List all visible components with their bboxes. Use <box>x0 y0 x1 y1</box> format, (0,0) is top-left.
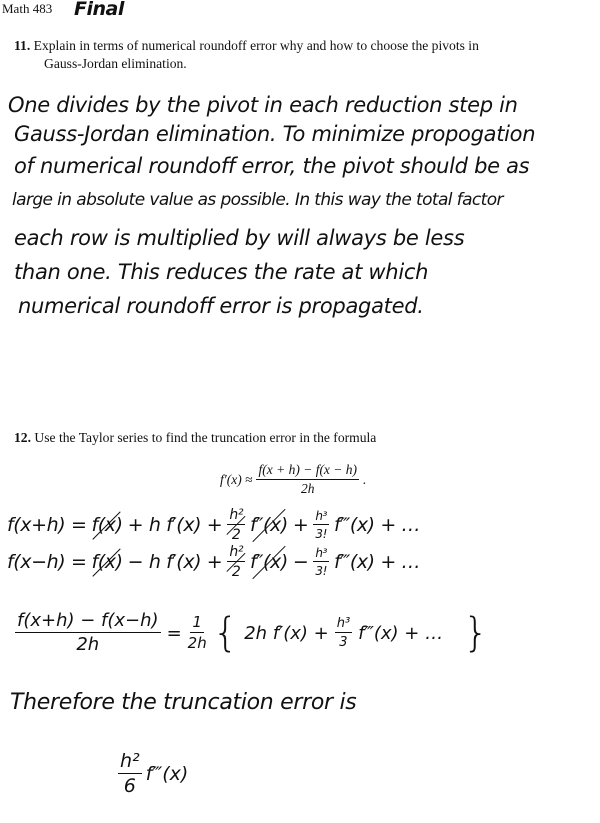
question-text-line1: Explain in terms of numerical roundoff error why and how to choose the pivots in <box>33 38 479 53</box>
conclusion-text: Therefore the truncation error is <box>10 690 357 715</box>
question-11-prompt <box>14 37 479 73</box>
second-order-coefficient <box>227 508 245 542</box>
open-brace: { <box>212 610 239 656</box>
exam-label-handwritten: Final <box>74 0 124 20</box>
coef-numerator: h³ <box>315 509 328 523</box>
coef-denominator: 3! <box>315 564 328 578</box>
expansion-lhs: f(x+h) = <box>7 514 87 536</box>
question-number: 11. <box>14 38 31 53</box>
formula-denominator: 2h <box>301 481 315 496</box>
coef-denominator: 3 <box>339 635 348 650</box>
taylor-expansion-minus <box>7 545 420 579</box>
formula-period: . <box>363 471 367 487</box>
third-derivative-term: f‴(x) + … <box>334 514 421 536</box>
third-order-coefficient <box>335 617 352 649</box>
second-derivative-term: f″(x) <box>250 551 288 573</box>
formula-lhs: f′(x) ≈ <box>220 471 253 487</box>
result-coefficient <box>118 752 142 796</box>
answer-line: than one. This reduces the rate at which <box>14 260 429 284</box>
difference-quotient <box>15 612 161 654</box>
first-term: 2h f′(x) + <box>244 622 329 644</box>
quotient-numerator: f(x+h) − f(x−h) <box>17 610 159 631</box>
coef-numerator: h² <box>229 544 244 560</box>
course-title: Math 483 <box>2 1 53 16</box>
truncation-error-result <box>118 752 188 796</box>
formula-numerator: f(x + h) − f(x − h) <box>256 462 359 480</box>
answer-line: each row is multiplied by will always be less <box>14 226 465 250</box>
coef-numerator: h³ <box>336 616 351 631</box>
coef-denominator: 2h <box>187 634 207 652</box>
third-order-coefficient <box>313 510 329 540</box>
central-difference-formula <box>220 462 366 497</box>
cancelled-term: f(x) <box>91 514 123 536</box>
coef-denominator: 6 <box>123 775 136 797</box>
coef-numerator: 1 <box>192 613 202 631</box>
close-brace: } <box>463 610 489 656</box>
answer-line: of numerical roundoff error, the pivot should be as <box>14 154 530 178</box>
second-derivative-term: f″(x) <box>250 514 288 536</box>
cancelled-term: f(x) <box>91 551 123 573</box>
question-12-prompt <box>14 430 376 446</box>
term-sign: − <box>292 551 309 573</box>
quotient-denominator: 2h <box>76 634 100 655</box>
question-text-line2: Gauss-Jordan elimination. <box>44 56 187 71</box>
coef-denominator: 3! <box>315 527 328 541</box>
difference-quotient-derivation <box>15 612 489 654</box>
coef-numerator: h³ <box>315 546 328 560</box>
coef-denominator: 2 <box>231 527 241 543</box>
question-text: Use the Taylor series to find the truncation error in the formula <box>34 430 377 445</box>
result-third-derivative: f‴(x) <box>145 763 189 785</box>
coef-denominator: 2 <box>231 564 241 580</box>
answer-line: numerical roundoff error is propagated. <box>18 294 424 318</box>
taylor-expansion-plus <box>7 508 420 542</box>
second-order-coefficient <box>227 545 245 579</box>
leading-coefficient <box>188 615 207 651</box>
equals-sign: = <box>166 622 182 644</box>
term-sign: + <box>292 514 309 536</box>
first-derivative-term: − h f′(x) + <box>127 551 223 573</box>
third-order-coefficient <box>313 547 329 577</box>
coef-numerator: h² <box>120 750 140 772</box>
answer-line: large in absolute value as possible. In this way the total factor <box>12 190 503 210</box>
third-derivative-term: f‴(x) + … <box>358 622 444 644</box>
answer-line: One divides by the pivot in each reduction step in <box>8 93 518 117</box>
expansion-lhs: f(x−h) = <box>7 551 87 573</box>
answer-line: Gauss-Jordan elimination. To minimize propogation <box>14 122 536 146</box>
first-derivative-term: + h f′(x) + <box>127 514 223 536</box>
formula-fraction <box>256 462 359 497</box>
coef-numerator: h² <box>229 507 244 523</box>
third-derivative-term: f‴(x) + … <box>334 551 421 573</box>
question-number: 12. <box>14 430 31 445</box>
